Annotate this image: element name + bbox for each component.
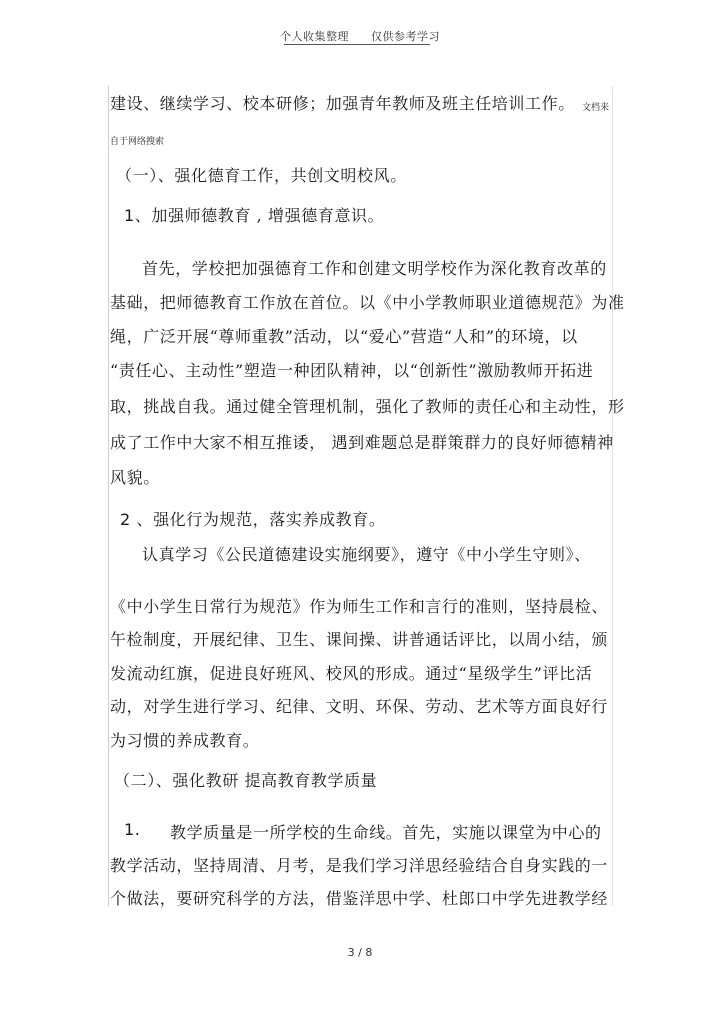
paragraph-1-line-6: 成了工作中大家不相互推诿， 遇到难题总是群策群力的良好师德精神 [110, 433, 614, 452]
paragraph-1-line-5: 取，挑战自我。通过健全管理机制，强化了教师的责任心和主动性，形 [110, 397, 625, 416]
item-3-number: 1. [124, 820, 141, 839]
header-left-text: 个人收集整理 [280, 30, 349, 43]
paragraph-2-line-5: 动，对学生进行学习、纪律、文明、环保、劳动、艺术等方面良好行 [110, 697, 609, 716]
item-1-text: 、加强师德教育 , 增强德育意识。 [134, 206, 385, 225]
paragraph-3-line-3: 个做法，要研究科学的方法，借鉴洋思中学、杜郎口中学先进教学经 [110, 889, 609, 908]
paragraph-1-line-4: “责任心、主动性”塑造一种团队精神，以“创新性”激励教师开拓进 [110, 361, 594, 380]
paragraph-1-line-3: 绳，广泛开展“尊师重教”活动，以“爱心”营造“人和”的环境，以 [110, 327, 578, 346]
paragraph-3-line-2: 教学活动，坚持周清、月考，是我们学习洋思经验结合自身实践的一 [110, 856, 609, 875]
section-1-heading: （一）、强化德育工作，共创文明校风。 [116, 166, 407, 185]
item-2-number: 2 [120, 510, 131, 529]
watermark-source-line: 自于网络搜索 [110, 137, 165, 147]
paragraph-3-line-1: 教学质量是一所学校的生命线。首先，实施以课堂为中心的 [170, 823, 602, 842]
paragraph-2-line-2: 《中小学生日常行为规范》作为师生工作和言行的准则，坚持晨检、 [110, 597, 609, 616]
body-line-1: 建设、继续学习、校本研修；加强青年教师及班主任培训工作。 [110, 94, 575, 113]
item-2-heading [120, 507, 385, 530]
paragraph-2-line-4: 发流动红旗，促进良好班风、校风的形成。通过“星级学生”评比活 [110, 664, 593, 683]
paragraph-1-line-7: 风貌。 [110, 468, 160, 487]
paragraph-1-line-1: 首先，学校把加强德育工作和创建文明学校作为深化教育改革的 [142, 259, 607, 278]
paragraph-2-line-1: 认真学习《公民道德建设实施纲要》，遵守《中小学生守则》、 [142, 545, 591, 564]
paragraph-2-line-6: 为习惯的养成教育。 [110, 731, 260, 750]
header-right-text: 仅供参考学习 [371, 30, 440, 43]
item-2-text: 、强化行为规范，落实养成教育。 [136, 510, 386, 529]
page-header [0, 28, 720, 44]
item-1-heading [124, 203, 384, 226]
text-frame-left-border [108, 86, 109, 906]
item-1-number: 1 [124, 206, 135, 225]
watermark-tag: 文档来 [582, 103, 610, 113]
header-underline [284, 44, 430, 45]
paragraph-2-line-3: 午检制度，开展纪律、卫生、课间操、讲普通话评比，以周小结，颁 [110, 630, 609, 649]
paragraph-1-line-2: 基础，把师德教育工作放在首位。以《中小学教师职业道德规范》为准 [110, 293, 625, 312]
page-indicator: 3 / 8 [347, 946, 373, 959]
text-frame-right-border [612, 86, 613, 906]
section-2-heading: （二）、强化教研 提高教育教学质量 [114, 771, 378, 790]
